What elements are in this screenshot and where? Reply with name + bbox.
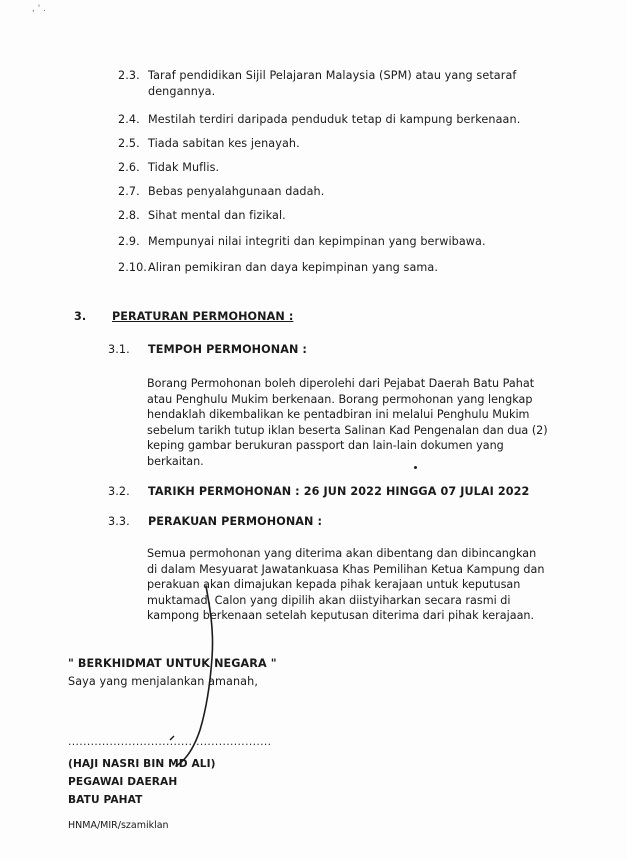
criteria-text: Mempunyai nilai integriti dan kepimpinan yang berwibawa. bbox=[148, 235, 486, 248]
officer-position: PEGAWAI DAERAH bbox=[68, 776, 178, 788]
criteria-number: 2.8. bbox=[118, 209, 140, 222]
criteria-number: 2.10. bbox=[118, 261, 147, 274]
criteria-number: 2.3. bbox=[118, 69, 140, 82]
signature-stroke bbox=[160, 578, 250, 778]
criteria-text: Aliran pemikiran dan daya kepimpinan yang sama. bbox=[148, 261, 439, 274]
speck-mark bbox=[414, 466, 417, 469]
criteria-text: Bebas penyalahgunaan dadah. bbox=[148, 185, 325, 198]
motto: " BERKHIDMAT UNTUK NEGARA " bbox=[68, 657, 277, 670]
paragraph-line: kampong berkenaan setelah keputusan diterima dari pihak kerajaan. bbox=[147, 609, 535, 623]
subsection-3-2-number: 3.2. bbox=[108, 485, 130, 498]
subsection-3-1-number: 3.1. bbox=[108, 343, 130, 356]
criteria-number: 2.5. bbox=[118, 137, 140, 150]
criteria-number: 2.6. bbox=[118, 161, 140, 174]
tempoh-paragraph bbox=[147, 376, 575, 470]
section-3-number: 3. bbox=[74, 310, 87, 323]
paragraph-line: berkaitan. bbox=[147, 454, 204, 468]
officer-district: BATU PAHAT bbox=[68, 794, 143, 806]
officer-name: (HAJI NASRI BIN MD ALI) bbox=[68, 758, 216, 770]
paragraph-line: hendaklah dikembalikan ke pentadbiran ini melalui Penghulu Mukim bbox=[147, 408, 530, 422]
criteria-text: Sihat mental dan fizikal. bbox=[148, 209, 286, 222]
closing-line: Saya yang menjalankan amanah, bbox=[68, 675, 258, 688]
signature-line: ...................................................... bbox=[68, 736, 272, 748]
section-3-title: PERATURAN PERMOHONAN : bbox=[112, 310, 294, 323]
criteria-text: Tiada sabitan kes jenayah. bbox=[148, 137, 300, 150]
paragraph-line: keping gambar berukuran passport dan lain-lain dokumen yang bbox=[147, 439, 504, 453]
subsection-3-1-title: TEMPOH PERMOHONAN : bbox=[148, 343, 308, 356]
subsection-3-3-title: PERAKUAN PERMOHONAN : bbox=[148, 515, 323, 528]
criteria-number: 2.9. bbox=[118, 235, 140, 248]
paragraph-line: sebelum tarikh tutup iklan beserta Salinan Kad Pengenalan dan dua (2) bbox=[147, 423, 548, 437]
reference-code: HNMA/MIR/szamiklan bbox=[68, 820, 169, 831]
criteria-text: Tidak Muflis. bbox=[148, 161, 220, 174]
criteria-text: Taraf pendidikan Sijil Pelajaran Malaysia (SPM) atau yang setaraf bbox=[148, 69, 517, 82]
corner-marks: , ' . bbox=[32, 4, 46, 14]
paragraph-line: Semua permohonan yang diterima akan dibentang dan dibincangkan bbox=[147, 547, 537, 560]
paragraph-line: atau Penghulu Mukim berkenaan. Borang permohonan yang lengkap bbox=[147, 392, 533, 406]
criteria-text: dengannya. bbox=[148, 85, 216, 98]
paragraph-line: perakuan akan dimajukan kepada pihak kerajaan untuk keputusan bbox=[147, 578, 521, 592]
criteria-text: Mestilah terdiri daripada penduduk tetap di kampung berkenaan. bbox=[148, 113, 521, 126]
paragraph-line: Borang Permohonan boleh diperolehi dari Pejabat Daerah Batu Pahat bbox=[147, 377, 535, 390]
criteria-number: 2.7. bbox=[118, 185, 140, 198]
tarikh-permohonan: TARIKH PERMOHONAN : 26 JUN 2022 HINGGA 07 JULAI 2022 bbox=[148, 485, 530, 498]
subsection-3-3-number: 3.3. bbox=[108, 515, 130, 528]
paragraph-line: muktamad. Calon yang dipilih akan diistyiharkan secara rasmi di bbox=[147, 593, 511, 607]
criteria-number: 2.4. bbox=[118, 113, 140, 126]
paragraph-line: di dalam Mesyuarat Jawatankuasa Khas Pemilihan Ketua Kampung dan bbox=[147, 562, 545, 576]
